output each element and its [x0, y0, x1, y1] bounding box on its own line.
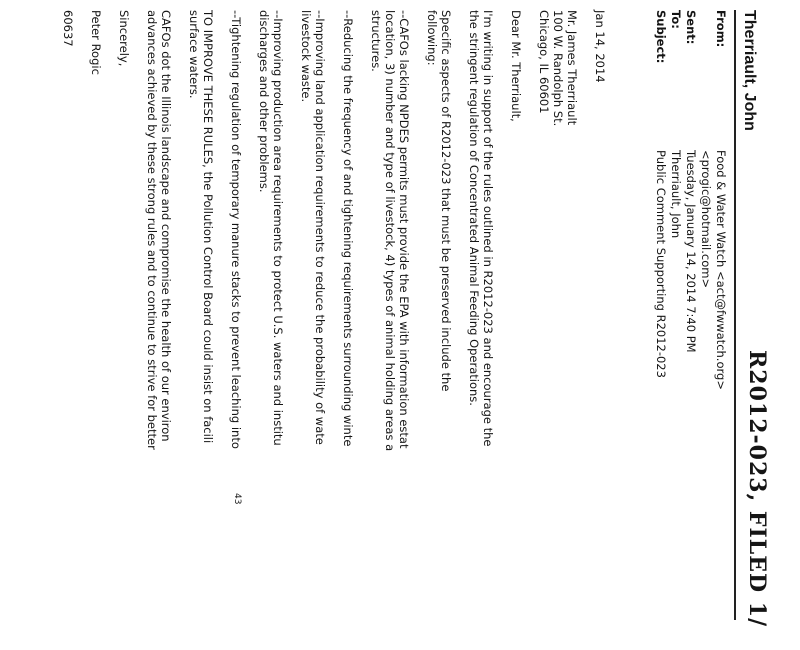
address-line: Mr. James Therriault: [565, 10, 579, 126]
paragraph-line: following:: [425, 10, 439, 66]
header-value: Food & Water Watch <act@fwwatch.org>: [714, 150, 728, 390]
paragraph-line: --CAFOs lacking NPDES permits must provide the EPA with information estat: [397, 10, 411, 449]
letter-paragraph: [369, 10, 411, 650]
email-header: [653, 10, 728, 390]
letter-paragraph: [257, 10, 285, 650]
letter-paragraph: [229, 10, 243, 650]
paragraph-line: --Tightening regulation of temporary manure stacks to prevent leaching into: [229, 10, 243, 449]
address-line: 100 W. Randolph St.: [551, 10, 565, 127]
letter-paragraph: [425, 10, 453, 650]
recipient-address: [537, 10, 579, 650]
letter-date: Jan 14, 2014: [593, 10, 607, 83]
address-line: Chicago, IL 60601: [537, 10, 551, 114]
letter-paragraphs: [145, 10, 495, 650]
filing-stamp: R2012-023, FILED 1/: [744, 350, 770, 628]
paragraph-line: CAFOs dot the Illinois landscape and compromise the health of our environ: [159, 10, 173, 442]
header-sent-row: [683, 10, 698, 390]
letter-paragraph: [145, 10, 173, 650]
sender-name: Therriault, John: [741, 10, 758, 131]
header-label: From:: [714, 10, 728, 48]
page-number: 43: [232, 493, 242, 505]
header-subject-row: [653, 10, 668, 390]
closing: Sincerely,: [117, 10, 131, 67]
paragraph-line: --Reducing the frequency of and tightening requirements surrounding winte: [341, 10, 355, 447]
paragraph-line: surface waters.: [187, 10, 201, 99]
paragraph-line: the stringent regulation of Concentrated Animal Feeding Operations.: [467, 10, 481, 406]
paragraph-line: --Improving production area requirements to protect U.S. waters and institu: [271, 10, 285, 446]
zip-code: 60637: [61, 10, 75, 47]
paragraph-line: location, 3) number and type of livestock, 4) types of animal holding areas a: [383, 10, 397, 452]
header-divider: [734, 10, 736, 620]
header-label: Subject:: [654, 10, 668, 64]
signature: Peter Rogic: [89, 10, 103, 75]
salutation: Dear Mr. Therriault,: [509, 10, 523, 122]
header-label: Sent:: [684, 10, 698, 45]
paragraph-line: advances achieved by these strong rules and to continue to strive for better: [145, 10, 159, 450]
letter-body: [47, 10, 607, 650]
header-value: Therriault, John: [669, 150, 683, 239]
paragraph-line: TO IMPROVE THESE RULES, the Pollution Control Board could insist on facili: [201, 10, 215, 444]
header-from-row: [698, 10, 728, 390]
header-to-row: [668, 10, 683, 390]
paragraph-line: Specific aspects of R2012-023 that must be preserved include the: [439, 10, 453, 392]
header-value: Public Comment Supporting R2012-023: [654, 150, 668, 378]
letter-paragraph: [187, 10, 215, 650]
paragraph-line: livestock waste.: [299, 10, 313, 103]
letter-paragraph: [341, 10, 355, 650]
header-value: <progic@hotmail.com>: [699, 150, 713, 289]
letter-paragraph: [467, 10, 495, 650]
header-label: To:: [669, 10, 683, 29]
header-value: Tuesday, January 14, 2014 7:40 PM: [684, 150, 698, 353]
paragraph-line: --Improving land application requirements to reduce the probability of wate: [313, 10, 327, 445]
paragraph-line: I'm writing in support of the rules outlined in R2012-023 and encourage the: [481, 10, 495, 447]
paragraph-line: discharges and other problems.: [257, 10, 271, 193]
letter-paragraph: [299, 10, 327, 650]
paragraph-line: structures.: [369, 10, 383, 72]
